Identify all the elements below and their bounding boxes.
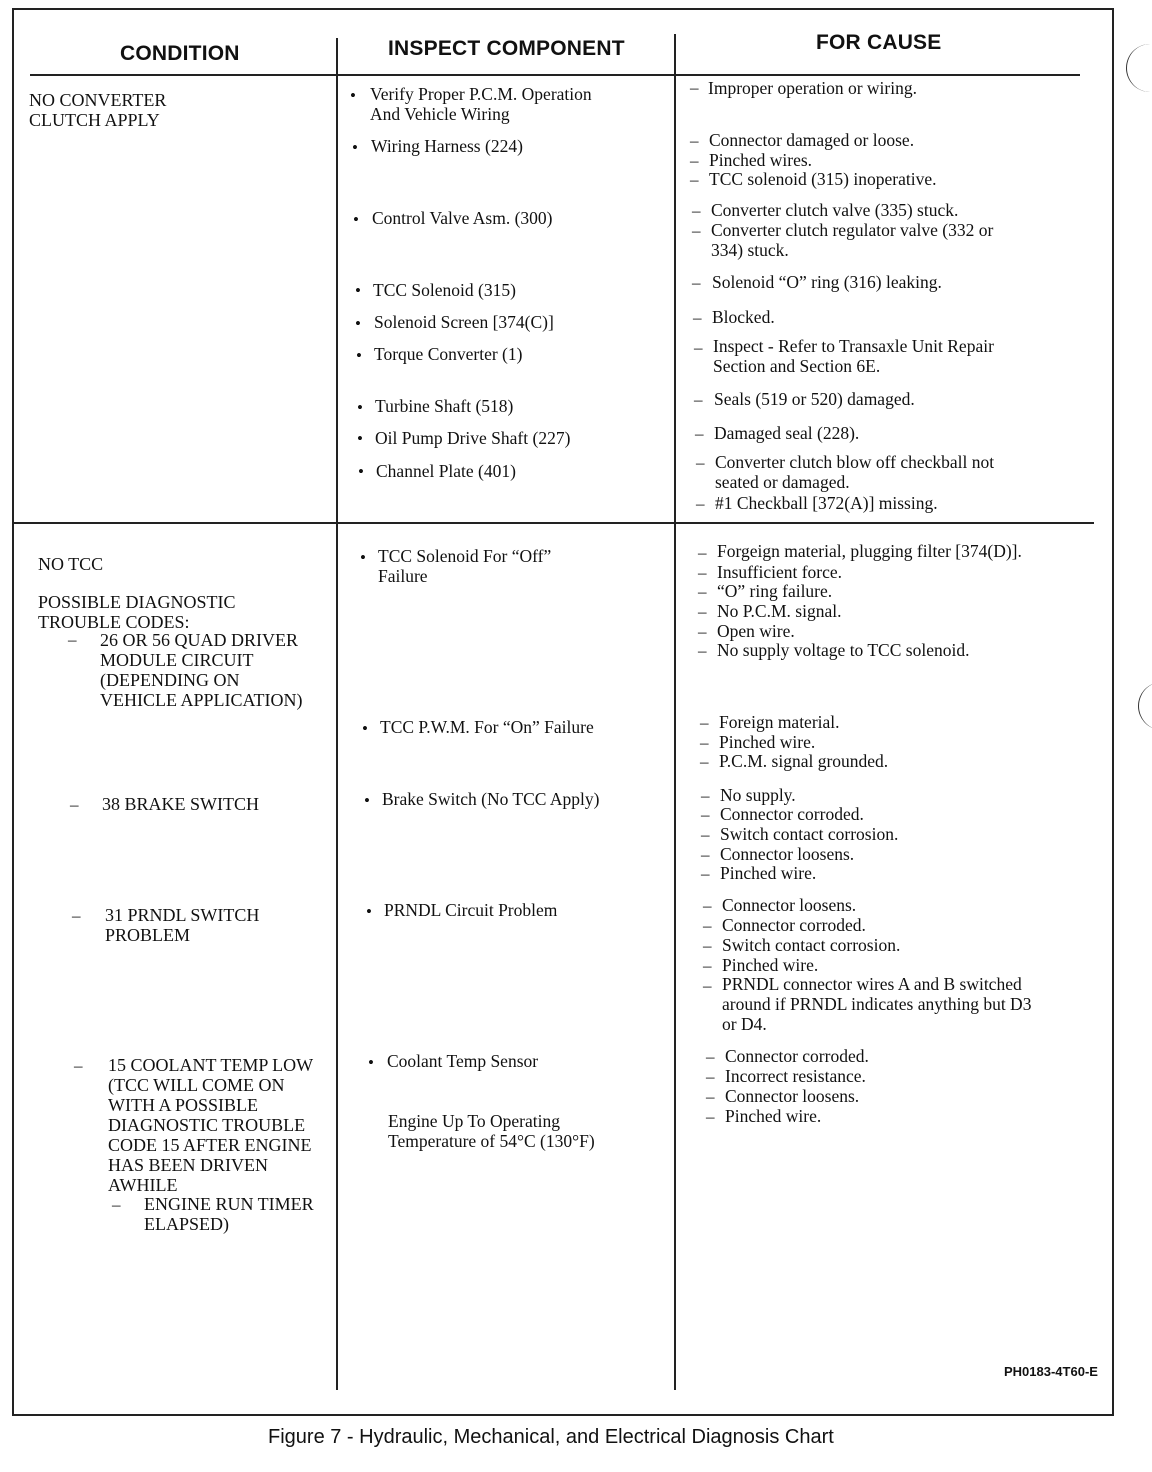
cause-item: Foreign material. (719, 712, 840, 732)
cause-item: Connector loosens. (725, 1086, 860, 1106)
cause-item: Converter clutch regulator valve (332 or 334) stuck. (711, 220, 994, 260)
dash: – (701, 825, 710, 844)
cause-item: No supply. (720, 785, 796, 805)
cause-item: Pinched wire. (722, 955, 819, 975)
component-oil-pump-drive-shaft: Oil Pump Drive Shaft (227) (375, 428, 571, 448)
dash: – (700, 752, 709, 771)
cause-item: “O” ring failure. (717, 581, 833, 601)
condition-possible-codes: POSSIBLE DIAGNOSTIC TROUBLE CODES: (38, 592, 236, 632)
bullet: • (353, 210, 359, 229)
bullet: • (364, 791, 370, 810)
cause-item: #1 Checkball [372(A)] missing. (715, 493, 938, 513)
component-tcc-pwm-on: TCC P.W.M. For “On” Failure (380, 717, 594, 737)
component-turbine-shaft: Turbine Shaft (518) (375, 396, 514, 416)
component-coolant-temp-sensor: Coolant Temp Sensor (387, 1051, 539, 1071)
component-torque-converter: Torque Converter (1) (374, 344, 523, 364)
dash: – (694, 338, 703, 357)
bullet: • (360, 548, 366, 567)
cause-item: Pinched wire. (725, 1106, 822, 1126)
cause-item: Insufficient force. (717, 562, 843, 582)
header-divider (30, 74, 1080, 76)
figure-caption: Figure 7 - Hydraulic, Mechanical, and Electrical Diagnosis Chart (268, 1426, 834, 1448)
dash: – (703, 976, 712, 995)
cause-item: No P.C.M. signal. (717, 601, 842, 621)
cause-item: Pinched wire. (719, 732, 816, 752)
code-31-prndl-switch: 31 PRNDL SWITCH PROBLEM (105, 905, 260, 945)
section-divider (12, 522, 1094, 524)
dash: – (72, 906, 81, 925)
bullet: • (357, 429, 363, 448)
dash: – (698, 582, 707, 601)
cause-item: Connector damaged or loose. (709, 130, 915, 150)
component-prndl-circuit: PRNDL Circuit Problem (384, 900, 558, 920)
cause-item: Blocked. (712, 307, 775, 327)
dash: – (703, 956, 712, 975)
cause-item: Damaged seal (228). (714, 423, 860, 443)
bullet: • (357, 398, 363, 417)
dash: – (692, 273, 701, 292)
component-verify-pcm: Verify Proper P.C.M. Operation And Vehicle Wiring (370, 84, 592, 124)
component-note-engine-temp: Engine Up To Operating Temperature of 54°C (130°F) (388, 1111, 595, 1151)
dash: – (701, 805, 710, 824)
dash: – (706, 1107, 715, 1126)
dash: – (703, 896, 712, 915)
bullet: • (362, 719, 368, 738)
dash: – (690, 78, 699, 97)
dash: – (703, 916, 712, 935)
dash: – (700, 713, 709, 732)
dash: – (690, 151, 699, 170)
bullet: • (356, 346, 362, 365)
cause-item: Inspect - Refer to Transaxle Unit Repair Section and Section 6E. (713, 336, 994, 376)
cause-item: Pinched wires. (709, 150, 813, 170)
dash: – (706, 1087, 715, 1106)
dash: – (692, 201, 701, 220)
dash: – (70, 795, 79, 814)
dash: – (698, 622, 707, 641)
dash: – (692, 221, 701, 240)
cause-item: Connector corroded. (720, 804, 864, 824)
column-divider-right (674, 34, 676, 1390)
binder-bracket-top (1126, 44, 1152, 92)
dash: – (694, 390, 703, 409)
dash: – (701, 864, 710, 883)
cause-item: TCC solenoid (315) inoperative. (709, 169, 937, 189)
component-channel-plate: Channel Plate (401) (376, 461, 516, 481)
dash: – (68, 630, 77, 649)
header-inspect-component: INSPECT COMPONENT (388, 37, 625, 60)
bullet: • (366, 902, 372, 921)
cause-item: Connector corroded. (725, 1046, 869, 1066)
cause-item: Pinched wire. (720, 863, 817, 883)
component-solenoid-screen: Solenoid Screen [374(C)] (374, 312, 554, 332)
dash: – (690, 170, 699, 189)
dash: – (696, 453, 705, 472)
dash: – (698, 563, 707, 582)
dash: – (696, 494, 705, 513)
dash: – (698, 543, 707, 562)
code-15-sub: ENGINE RUN TIMER ELAPSED) (144, 1194, 314, 1234)
dash: – (74, 1056, 83, 1075)
code-38-brake-switch: 38 BRAKE SWITCH (102, 794, 259, 814)
cause-item: Seals (519 or 520) damaged. (714, 389, 915, 409)
header-condition: CONDITION (120, 42, 240, 65)
dash: – (112, 1195, 121, 1214)
header-for-cause: FOR CAUSE (816, 31, 942, 54)
component-tcc-solenoid: TCC Solenoid (315) (373, 280, 516, 300)
dash: – (703, 936, 712, 955)
cause-item: Connector corroded. (722, 915, 866, 935)
cause-item: Switch contact corrosion. (720, 824, 899, 844)
cause-item: Switch contact corrosion. (722, 935, 901, 955)
binder-bracket-bottom (1138, 682, 1152, 730)
condition-no-tcc: NO TCC (38, 554, 104, 574)
dash: – (706, 1067, 715, 1086)
dash: – (706, 1047, 715, 1066)
bullet: • (350, 86, 356, 105)
bullet: • (355, 314, 361, 333)
cause-item: Open wire. (717, 621, 795, 641)
dash: – (695, 424, 704, 443)
dash: – (701, 786, 710, 805)
dash: – (700, 733, 709, 752)
dash: – (690, 131, 699, 150)
bullet: • (358, 462, 364, 481)
bullet: • (368, 1053, 374, 1072)
component-tcc-solenoid-off: TCC Solenoid For “Off” Failure (378, 546, 552, 586)
cause-item: No supply voltage to TCC solenoid. (717, 640, 970, 660)
component-wiring-harness: Wiring Harness (224) (371, 136, 523, 156)
cause-item: PRNDL connector wires A and B switched around if PRNDL indicates anything but D3 or D4. (722, 974, 1032, 1034)
column-divider-left (336, 38, 338, 1390)
code-15-coolant-temp: 15 COOLANT TEMP LOW (TCC WILL COME ON WITH A POSSIBLE DIAGNOSTIC TROUBLE CODE 15 AFTER ENGINE HAS BEEN DRIVEN AWHILE (108, 1055, 314, 1195)
cause-item: Converter clutch valve (335) stuck. (711, 200, 959, 220)
cause-item: Solenoid “O” ring (316) leaking. (712, 272, 942, 292)
cause-item: Connector loosens. (720, 844, 855, 864)
bullet: • (352, 138, 358, 157)
condition-no-converter-clutch: NO CONVERTER CLUTCH APPLY (29, 90, 167, 130)
cause-item: Improper operation or wiring. (708, 78, 917, 98)
cause-item: P.C.M. signal grounded. (719, 751, 889, 771)
dash: – (701, 845, 710, 864)
dash: – (698, 641, 707, 660)
dash: – (698, 602, 707, 621)
component-brake-switch: Brake Switch (No TCC Apply) (382, 789, 600, 809)
cause-item: Forgeign material, plugging filter [374(D)]. (717, 541, 1022, 561)
bullet: • (355, 281, 361, 300)
cause-item: Incorrect resistance. (725, 1066, 866, 1086)
cause-item: Converter clutch blow off checkball not seated or damaged. (715, 452, 995, 492)
code-26-56: 26 OR 56 QUAD DRIVER MODULE CIRCUIT (DEPENDING ON VEHICLE APPLICATION) (100, 630, 303, 710)
cause-item: Connector loosens. (722, 895, 857, 915)
component-control-valve: Control Valve Asm. (300) (372, 208, 553, 228)
figure-code: PH0183-4T60-E (1004, 1364, 1098, 1379)
dash: – (693, 308, 702, 327)
